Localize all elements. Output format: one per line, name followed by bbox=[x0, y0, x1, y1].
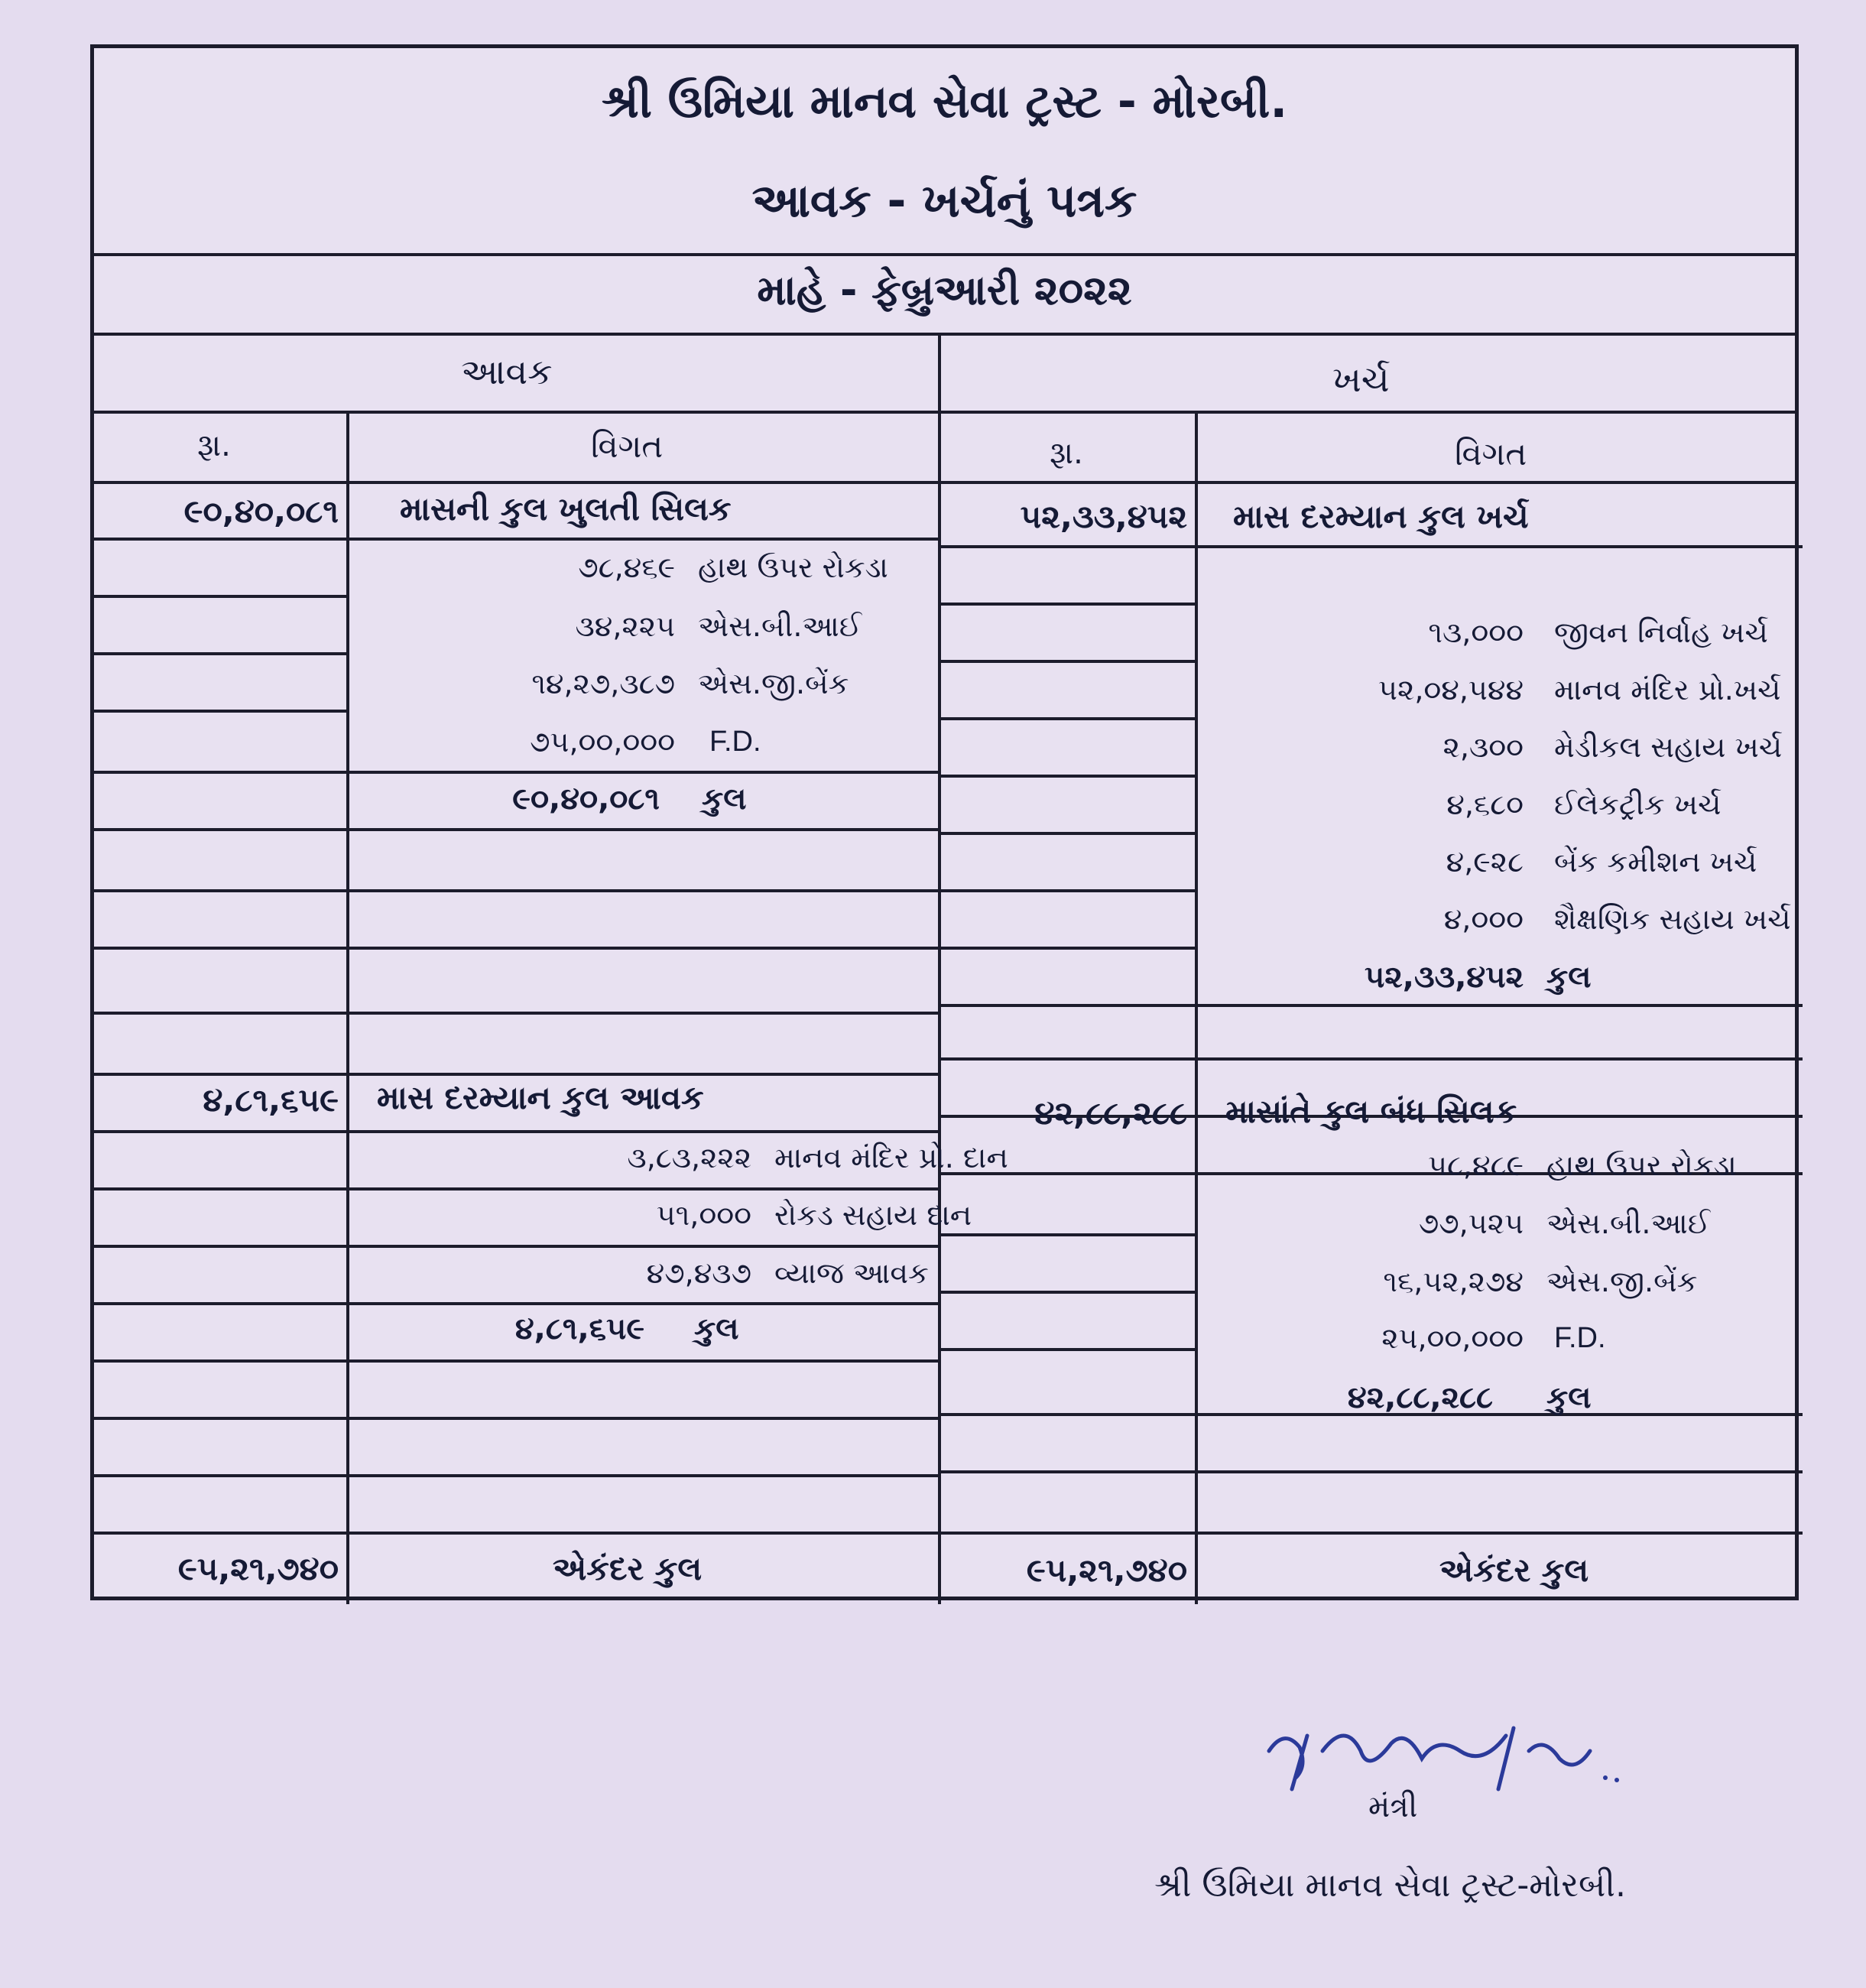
income-header: આવક bbox=[461, 351, 553, 392]
expense-item-amount: ૫૨,૦૪,૫૪૪ bbox=[1378, 673, 1524, 707]
opening-balance-label: માસની કુલ ખુલતી સિલક bbox=[400, 490, 732, 528]
expense-item-label: માનવ મંદિર પ્રો.ખર્ચ bbox=[1554, 673, 1781, 707]
statement-table bbox=[90, 44, 1799, 1600]
receipt-item-label: વ્યાજ આવક bbox=[774, 1256, 929, 1290]
opening-total-amount: ૯૦,૪૦,૦૮૧ bbox=[512, 781, 660, 817]
closing-total-amount: ૪૨,૮૮,૨૮૮ bbox=[1347, 1380, 1493, 1415]
expense-item-amount: ૪,૯૨૮ bbox=[1446, 845, 1524, 879]
expense-total-label: માસ દરમ્યાન કુલ ખર્ચ bbox=[1233, 498, 1529, 535]
closing-balance-amount: ૪૨,૮૮,૨૮૮ bbox=[1034, 1094, 1187, 1132]
opening-item-label: F.D. bbox=[709, 726, 761, 758]
secretary-label: મંત્રી bbox=[1368, 1789, 1418, 1824]
income-grand-total-amount: ૯૫,૨૧,૭૪૦ bbox=[177, 1550, 339, 1587]
closing-item-label: એસ.જી.બેંક bbox=[1546, 1265, 1698, 1298]
trust-title: શ્રી ઉમિયા માનવ સેવા ટ્રસ્ટ - મોરબી. bbox=[601, 75, 1288, 128]
expense-total-amount: ૫૨,૩૩,૪૫૨ bbox=[1020, 498, 1187, 535]
expense-total-sum-amount: ૫૨,૩૩,૪૫૨ bbox=[1365, 960, 1524, 995]
signature-icon bbox=[1254, 1705, 1636, 1804]
receipts-label: માસ દરમ્યાન કુલ આવક bbox=[377, 1079, 704, 1116]
expense-item-label: બેંક કમીશન ખર્ચ bbox=[1554, 845, 1757, 879]
opening-item-label: એસ.બી.આઈ bbox=[698, 609, 862, 643]
expense-grand-total-label: એકંદર કુલ bbox=[1439, 1551, 1589, 1589]
statement-subtitle: આવક - ખર્ચનું પત્રક bbox=[751, 174, 1137, 228]
income-rs-header: રૂા. bbox=[197, 428, 231, 463]
expense-header: ખર્ચ bbox=[1332, 359, 1390, 400]
income-detail-header: વિગત bbox=[591, 427, 664, 465]
receipt-item-label: માનવ મંદિર પ્રો. દાન bbox=[774, 1141, 1008, 1174]
receipts-amount: ૪,૮૧,૬૫૯ bbox=[203, 1081, 339, 1119]
closing-item-amount: ૭૭,૫૨૫ bbox=[1418, 1207, 1524, 1240]
trust-name-footer: શ્રી ઉમિયા માનવ સેવા ટ્રસ્ટ-મોરબી. bbox=[1154, 1866, 1626, 1905]
receipt-item-amount: ૪૭,૪૩૭ bbox=[646, 1256, 751, 1290]
opening-item-label: હાથ ઉપર રોકડા bbox=[698, 551, 888, 584]
opening-item-amount: ૩૪,૨૨૫ bbox=[575, 609, 675, 643]
opening-item-amount: ૧૪,૨૭,૩૮૭ bbox=[531, 667, 675, 700]
month-label: માહે - ફેબ્રુઆરી ૨૦૨૨ bbox=[757, 266, 1132, 314]
expense-item-amount: ૪,૬૮૦ bbox=[1446, 788, 1524, 821]
opening-total-label: કુલ bbox=[702, 781, 747, 817]
closing-item-amount: ૫૮,૪૮૯ bbox=[1428, 1148, 1524, 1182]
expense-item-amount: ૧૩,૦૦૦ bbox=[1428, 616, 1524, 649]
expense-item-amount: ૨,૩૦૦ bbox=[1442, 730, 1524, 764]
expense-total-sum-label: કુલ bbox=[1546, 960, 1592, 995]
expense-item-label: શૈક્ષણિક સહાય ખર્ચ bbox=[1554, 902, 1791, 936]
closing-item-label: હાથ ઉપર રોકડા bbox=[1546, 1148, 1737, 1182]
closing-balance-label: માસાંતે કુલ બંધ સિલક bbox=[1225, 1093, 1517, 1130]
receipt-item-amount: ૫૧,૦૦૦ bbox=[656, 1198, 751, 1232]
receipts-total-amount: ૪,૮૧,૬૫૯ bbox=[514, 1311, 644, 1346]
expense-item-label: મેડીકલ સહાય ખર્ચ bbox=[1554, 730, 1783, 764]
expense-grand-total-amount: ૯૫,૨૧,૭૪૦ bbox=[1026, 1551, 1187, 1589]
income-grand-total-label: એકંદર કુલ bbox=[553, 1550, 703, 1587]
expense-item-amount: ૪,૦૦૦ bbox=[1443, 902, 1524, 936]
expense-rs-header: રૂા. bbox=[1050, 436, 1083, 471]
closing-item-amount: ૧૬,૫૨,૨૭૪ bbox=[1383, 1265, 1524, 1298]
opening-item-amount: ૭૫,૦૦,૦૦૦ bbox=[530, 725, 675, 758]
closing-item-amount: ૨૫,૦૦,૦૦૦ bbox=[1381, 1321, 1524, 1355]
opening-item-amount: ૭૮,૪૬૯ bbox=[578, 551, 675, 584]
receipt-item-amount: ૩,૮૩,૨૨૨ bbox=[627, 1141, 751, 1174]
expense-item-label: ઈલેકટ્રીક ખર્ચ bbox=[1554, 788, 1722, 821]
expense-item-label: જીવન નિર્વાહ ખર્ચ bbox=[1554, 616, 1768, 649]
opening-balance-amount: ૯૦,૪૦,૦૮૧ bbox=[183, 492, 339, 530]
closing-total-label: કુલ bbox=[1546, 1380, 1592, 1415]
expense-detail-header: વિગત bbox=[1455, 435, 1527, 473]
opening-item-label: એસ.જી.બેંક bbox=[698, 667, 849, 700]
receipt-item-label: રોકડ સહાય દાન bbox=[774, 1198, 972, 1232]
closing-item-label: F.D. bbox=[1554, 1322, 1606, 1354]
closing-item-label: એસ.બી.આઈ bbox=[1546, 1207, 1711, 1240]
receipts-total-label: કુલ bbox=[694, 1311, 739, 1346]
